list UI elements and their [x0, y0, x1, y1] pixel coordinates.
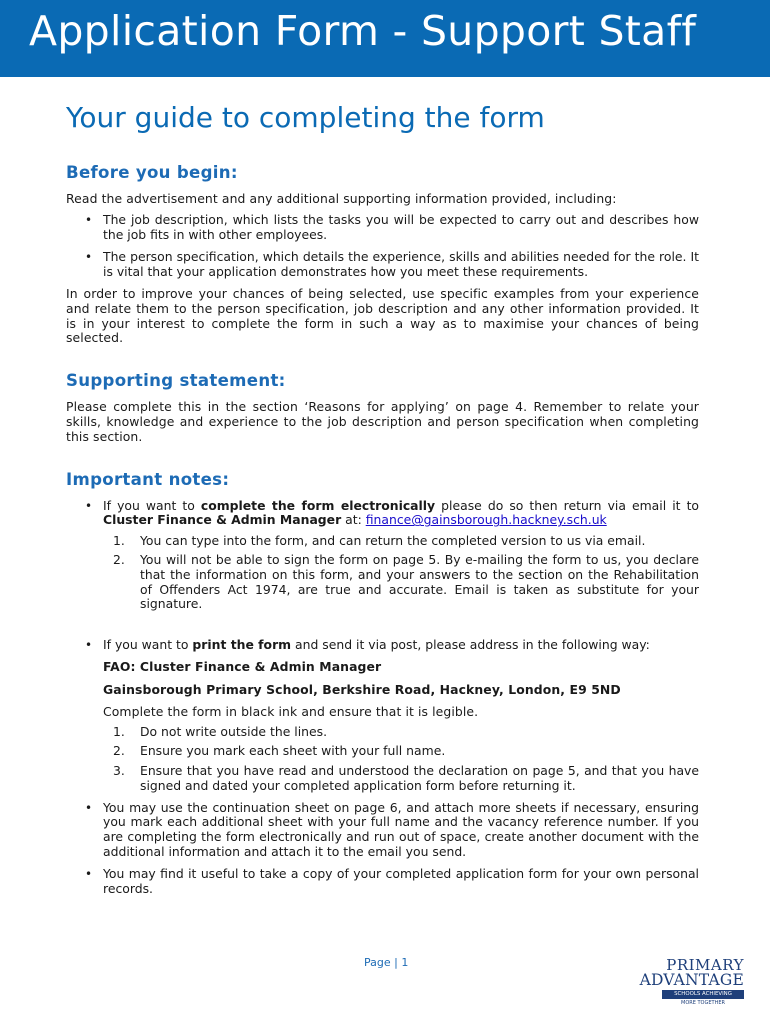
list-item: 1. You can type into the form, and can return the completed version to us via email. [113, 533, 646, 549]
logo-wordmark-top: PRIMARY [666, 956, 744, 974]
page-number: Page | 1 [364, 956, 409, 969]
title-banner [0, 0, 770, 77]
logo-tagline: MORE TOGETHER [681, 1000, 725, 1006]
post-list [66, 638, 699, 653]
bullet-icon: • [85, 212, 93, 227]
list-item: 2. You will not be able to sign the form on page 5. By e-mailing the form to us, you declare that the information on this form, and your answers to the section on the Rehabilitation of Offenders Act 1974, are true and accurate. Email is taken as substitute for your signature. [113, 551, 699, 612]
bullet-icon: • [85, 638, 93, 653]
document-body [66, 160, 699, 896]
before-intro: Read the advertisement and any additional supporting information provided, including: [66, 191, 617, 206]
before-list [66, 213, 699, 280]
list-item: • If you want to complete the form electronically please do so then return via email it to Cluster Finance & Admin Manager at: finance@gainsborough.hackney.sch.uk [85, 497, 700, 528]
post-steps [66, 725, 699, 793]
notes-heading: Important notes: [66, 469, 230, 489]
list-item: • The job description, which lists the tasks you will be expected to carry out and describes how the job fits in with other employees. [85, 211, 699, 242]
notes-list [66, 499, 699, 529]
email-link[interactable]: finance@gainsborough.hackney.sch.uk [365, 512, 607, 528]
logo-tagline-bar: SCHOOLS ACHIEVING [662, 990, 744, 999]
supporting-heading: Supporting statement: [66, 371, 286, 391]
list-item: 2. Ensure you mark each sheet with your full name. [113, 743, 446, 759]
bullet-icon: • [85, 800, 93, 815]
logo-wordmark-main: ADVANTAGE [639, 971, 744, 989]
bullet-icon: • [85, 498, 93, 513]
list-item: 3. Ensure that you have read and understood the declaration on page 5, and that you have signed and dated your completed application form before returning it. [113, 762, 699, 793]
bullet-icon: • [85, 250, 93, 265]
list-item: 1. Do not write outside the lines. [113, 724, 328, 740]
bullet-icon: • [85, 866, 93, 881]
before-heading: Before you begin: [66, 163, 238, 182]
more-list [66, 801, 699, 897]
before-closing: In order to improve your chances of being selected, use specific examples from your experience and relate them to the person specification, job description and any other information provided. It is in your interest to complete the form in such a way as to maximise your chances of being selected. [66, 285, 699, 346]
electronic-steps [66, 534, 699, 612]
list-item: • You may use the continuation sheet on page 6, and attach more sheets if necessary, ensuring you mark each additional sheet with your full name and the vacancy reference number. If you are completing the form electronically and run out of space, create another document with the additional information and attach it to the email you send. [85, 799, 699, 859]
primary-advantage-logo [632, 958, 746, 1010]
list-item: • You may find it useful to take a copy of your completed application form for your own personal records. [85, 865, 699, 896]
guide-title: Your guide to completing the form [66, 101, 545, 134]
postal-address: Gainsborough Primary School, Berkshire Road, Hackney, London, E9 5ND [103, 681, 621, 697]
supporting-text: Please complete this in the section ‘Reasons for applying’ on page 4. Remember to relate your skills, knowledge and experience to the job description and person specification when completing this section. [66, 399, 699, 444]
list-item: • The person specification, which details the experience, skills and abilities needed for the role. It is vital that your application demonstrates how you meet these requirements. [85, 249, 699, 280]
banner-title: Application Form - Support Staff [29, 7, 697, 55]
list-item: • If you want to print the form and send it via post, please address in the following way: [85, 637, 650, 653]
ink-instruction: Complete the form in black ink and ensure that it is legible. [103, 703, 479, 719]
fao-line: FAO: Cluster Finance & Admin Manager [103, 658, 382, 674]
